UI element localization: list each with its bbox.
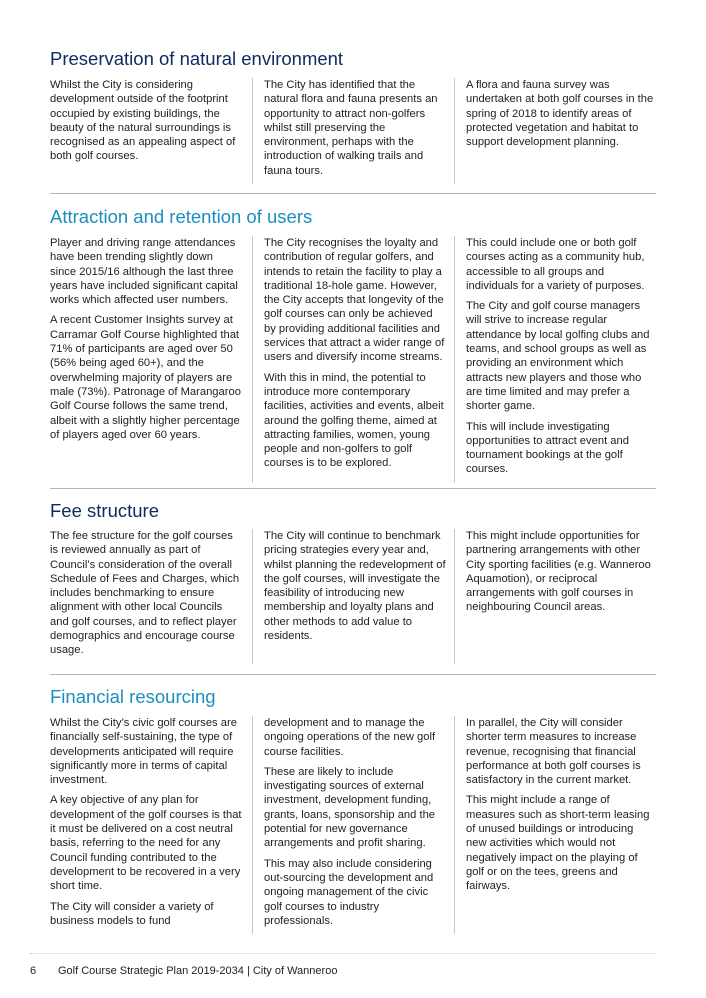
paragraph: This could include one or both golf courses acting as a community hub, accessible to all groups and individuals for a variety of purposes. xyxy=(466,237,645,292)
text-column xyxy=(454,78,656,184)
text-column xyxy=(50,529,252,664)
section-title-fee-structure: Fee structure xyxy=(50,500,159,521)
footer-divider xyxy=(30,953,656,954)
section-columns xyxy=(50,529,656,664)
paragraph: These are likely to include investigating sources of external investment, development funding, grants, loans, sponsorship and the potential for new governance arrangements and profit sharing. xyxy=(264,765,436,850)
paragraph: The City will consider a variety of business models to fund xyxy=(50,900,214,927)
section-title-attraction: Attraction and retention of users xyxy=(50,206,313,227)
section-title-financial-resourcing: Financial resourcing xyxy=(50,686,216,707)
text-column xyxy=(454,529,656,664)
paragraph: A flora and fauna survey was undertaken at both golf courses in the spring of 2018 to identify areas of protected vegetation and habitat to support development planning. xyxy=(466,79,654,149)
page-number: 6 xyxy=(30,965,37,977)
text-column xyxy=(50,236,252,483)
section-title-preservation: Preservation of natural environment xyxy=(50,48,344,69)
text-column xyxy=(454,236,656,483)
text-column xyxy=(252,716,454,934)
paragraph: This may also include considering out-sourcing the development and ongoing management of the civic golf courses to industry professionals. xyxy=(264,857,434,927)
paragraph: development and to manage the ongoing operations of the new golf course facilities. xyxy=(264,717,436,758)
text-column xyxy=(252,529,454,664)
paragraph: This will include investigating opportunities to attract event and tournament bookings at the golf courses. xyxy=(466,420,629,476)
paragraph: The fee structure for the golf courses is reviewed annually as part of Council’s consideration of the overall Schedule of Fees and Charges, which includes benchmarking to ensure alignment with other local Councils and golf courses, and to reflect player demographics and encourage course usage. xyxy=(50,530,240,657)
text-column xyxy=(252,78,454,184)
paragraph: A key objective of any plan for development of the golf courses is that it must be delivered on a cost neutral basis, referring to the need for any Council funding contributed to the development to be recovered in a very short time. xyxy=(50,794,242,893)
section-columns xyxy=(50,716,656,934)
paragraph: The City will continue to benchmark pricing strategies every year and, whilst planning the redevelopment of the golf courses, will investigate the feasibility of introducing new membership and loyalty plans and other methods to add value to residents. xyxy=(264,530,446,643)
page-footer xyxy=(30,964,337,978)
paragraph: The City has identified that the natural flora and fauna presents an opportunity to attract non-golfers whilst still preserving the environment, perhaps with the introduction of walking trails and fauna tours. xyxy=(264,79,438,177)
text-column xyxy=(50,716,252,934)
paragraph: Whilst the City’s civic golf courses are financially self-sustaining, the type of developments anticipated will require significantly more in terms of capital investment. xyxy=(50,717,237,787)
section-preservation xyxy=(50,48,656,177)
section-divider xyxy=(50,193,656,194)
text-column xyxy=(50,78,252,184)
footer-text: Golf Course Strategic Plan 2019-2034 | City of Wanneroo xyxy=(58,965,338,977)
section-columns xyxy=(50,78,656,184)
paragraph: In parallel, the City will consider shorter term measures to increase revenue, recognising that financial performance at both golf courses is satisfactory in the current market. xyxy=(466,717,641,787)
section-fee-structure xyxy=(50,500,656,657)
paragraph: With this in mind, the potential to introduce more contemporary facilities, activities and events, albeit around the golfing theme, aimed at attracting families, women, young people and non-golfers to golf courses is to be explored. xyxy=(264,371,444,470)
section-divider xyxy=(50,488,656,489)
section-divider xyxy=(50,674,656,675)
paragraph: The City recognises the loyalty and contribution of regular golfers, and intends to retain the facility to play a traditional 18-hole game. However, the City accepts that longevity of the golf courses can only be achieved by providing additional facilities and services that attract a wider range of users and diversify income streams. xyxy=(264,237,445,364)
section-columns xyxy=(50,236,656,483)
text-column xyxy=(454,716,656,934)
section-attraction xyxy=(50,206,656,476)
paragraph: This might include opportunities for partnering arrangements with other City sporting facilities (e.g. Wanneroo Aquamotion), or reciprocal arrangements with golf courses in neighbouring Council areas. xyxy=(466,530,651,614)
paragraph: Whilst the City is considering development outside of the footprint occupied by existing buildings, the beauty of the natural surroundings is recognised as an appealing aspect of both golf courses. xyxy=(50,79,236,163)
paragraph: Player and driving range attendances have been trending slightly down since 2015/16 although the last three years have included significant capital works which affected user numbers. xyxy=(50,237,238,307)
paragraph: This might include a range of measures such as short-term leasing of unused buildings or introducing new activities which would not negatively impact on the playing of golf or on the tees, greens and fairways. xyxy=(466,794,650,893)
paragraph: A recent Customer Insights survey at Carramar Golf Course highlighted that 71% of participants are aged over 50 (56% being aged 60+), and the overwhelming majority of players are male (73%). Patronage of Marangaroo Golf Course follows the same trend, albeit with a slightly higher percentage of players aged over 60 years. xyxy=(50,314,241,441)
paragraph: The City and golf course managers will strive to increase regular attendance by local golfing clubs and teams, and school groups as well as providing an environment which attracts new players and those who are time limited and may prefer a shorter game. xyxy=(466,300,650,413)
text-column xyxy=(252,236,454,483)
section-financial-resourcing xyxy=(50,686,656,927)
